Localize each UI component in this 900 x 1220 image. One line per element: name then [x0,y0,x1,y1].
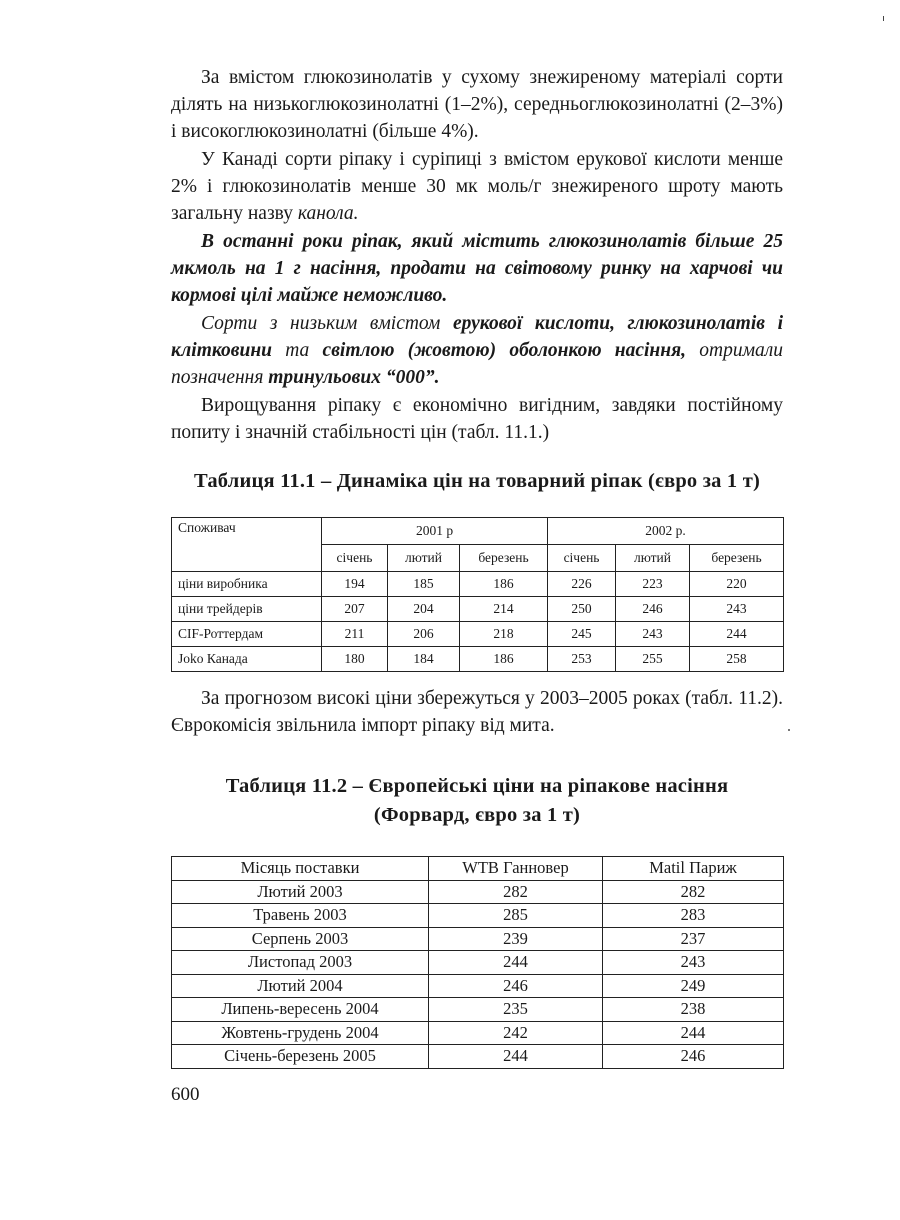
price-dynamics-table [171,517,784,672]
table-cell: 285 [429,904,603,928]
table2-caption [171,772,783,830]
month-header: січень [322,545,388,572]
paragraph-forecast: За прогнозом високі ціни збережуться у 2003–2005 роках (табл. 11.2). Єврокомісія звільнила імпорт ріпаку від мита. [171,688,783,736]
column-header: Місяць поставки [172,857,429,881]
year-2001-header: 2001 р [322,518,548,545]
table2-caption-line2: (Форвард, євро за 1 т) [373,804,581,826]
table-cell: 220 [690,572,784,597]
row-label: ціни виробника [172,572,322,597]
table-row [172,974,784,998]
table2-header-row [172,857,784,881]
table-row [172,647,784,672]
table-cell: 238 [603,998,784,1022]
consumer-header: Споживач [172,518,322,572]
column-header: Matil Париж [603,857,784,881]
table-cell: 244 [690,622,784,647]
table-row [172,597,784,622]
table-row [172,572,784,597]
table-cell: 243 [690,597,784,622]
row-label: Joko Канада [172,647,322,672]
table-cell: 211 [322,622,388,647]
table-cell: 244 [603,1021,784,1045]
table2-caption-line1: Таблиця 11.2 – Європейські ціни на ріпакове насіння [225,775,729,797]
month-header: січень [548,545,616,572]
table-cell: 214 [460,597,548,622]
table-cell: 237 [603,927,784,951]
table-cell: 283 [603,904,784,928]
table-cell: 246 [616,597,690,622]
table-cell: 244 [429,1045,603,1069]
table-cell: 186 [460,647,548,672]
table-cell: 235 [429,998,603,1022]
table-row [172,951,784,975]
table-cell: Лютий 2004 [172,974,429,998]
paragraph-glucosinolates: За вмістом глюкозинолатів у сухому знежиреному матеріалі сорти ділять на низькоглюкозинолатні (1–2%), середньоглюкозинолатні (2–3%) і високоглюкозинолатні (більше 4%). [171,67,783,142]
table-cell: 243 [603,951,784,975]
table-cell: Лютий 2003 [172,880,429,904]
european-prices-table [171,856,784,1069]
table-cell: 242 [429,1021,603,1045]
month-header: лютий [616,545,690,572]
table-cell: 194 [322,572,388,597]
table-cell: Жовтень-грудень 2004 [172,1021,429,1045]
year-2002-header: 2002 р. [548,518,784,545]
speck [788,729,790,731]
table-row [172,622,784,647]
table-row [172,1021,784,1045]
table-row [172,1045,784,1069]
table-cell: 246 [603,1045,784,1069]
table-cell: 239 [429,927,603,951]
table-cell: 253 [548,647,616,672]
term-canola: канола. [297,203,359,224]
table-cell: 223 [616,572,690,597]
paragraph-world-market: В останні роки ріпак, який містить глюкозинолатів більше 25 мкмоль на 1 г насіння, продати на світовому ринку на харчові чи кормові цілі майже неможливо. [171,231,783,306]
table-cell: 282 [603,880,784,904]
paragraph-canada [171,146,783,227]
table-cell: 186 [460,572,548,597]
table-cell: Листопад 2003 [172,951,429,975]
row-label: ціни трейдерів [172,597,322,622]
paragraph-triple-zero [171,310,783,391]
table-cell: 249 [603,974,784,998]
column-header: WTB Ганновер [429,857,603,881]
table-cell: 244 [429,951,603,975]
triple-zero-part3: та [285,340,310,361]
table-cell: 218 [460,622,548,647]
table-row [172,998,784,1022]
page-number: 600 [171,1084,200,1105]
table-cell: 245 [548,622,616,647]
table-cell: Січень-березень 2005 [172,1045,429,1069]
triple-zero-part5: отримали позначення [171,340,784,388]
table-cell: 246 [429,974,603,998]
table-cell: 204 [388,597,460,622]
table-cell: 243 [616,622,690,647]
table-cell: 184 [388,647,460,672]
row-label: CIF-Роттердам [172,622,322,647]
paragraph-canada-text: У Канаді сорти ріпаку і суріпиці з вмістом ерукової кислоти менше 2% і глюкозинолатів менше 30 мк моль/г знежиреного шроту мають загальну назву [171,149,783,224]
triple-zero-part2: ерукової кислоти, глюкозинолатів і клітковини [171,313,783,361]
table-cell: 226 [548,572,616,597]
table-row [172,880,784,904]
triple-zero-part6: тринульових “000”. [268,367,440,388]
month-header: березень [460,545,548,572]
paragraph-economics: Вирощування ріпаку є економічно вигідним, завдяки постійному попиту і значній стабільності цін (табл. 11.1.) [171,395,783,443]
month-header: березень [690,545,784,572]
month-header: лютий [388,545,460,572]
table-cell: 207 [322,597,388,622]
table-cell: 185 [388,572,460,597]
table-cell: 258 [690,647,784,672]
table1-caption: Таблиця 11.1 – Динаміка цін на товарний ріпак (євро за 1 т) [193,470,760,492]
table-cell: 180 [322,647,388,672]
table-cell: 255 [616,647,690,672]
table1-header-row [172,518,784,545]
table-cell: Липень-вересень 2004 [172,998,429,1022]
table-cell: 206 [388,622,460,647]
triple-zero-part4: світлою (жовтою) оболонкою насіння, [322,340,687,361]
table-cell: Серпень 2003 [172,927,429,951]
table-cell: 282 [429,880,603,904]
margin-mark [883,16,884,21]
table-row [172,904,784,928]
triple-zero-part1: Сорти з низьким вмістом [201,313,441,334]
table-cell: Травень 2003 [172,904,429,928]
table-cell: 250 [548,597,616,622]
page-body [171,64,783,1069]
table-row [172,927,784,951]
